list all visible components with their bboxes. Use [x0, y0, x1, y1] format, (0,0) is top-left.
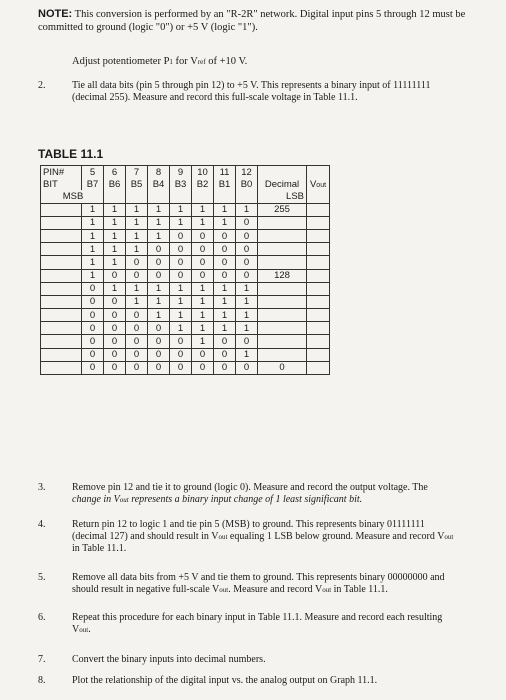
table-row	[41, 309, 330, 322]
bit-cell: 0	[126, 322, 148, 335]
bit-cell: 1	[104, 256, 126, 269]
bit-cell: 1	[236, 309, 258, 322]
table-row	[41, 348, 330, 361]
bit-cell: 0	[148, 322, 170, 335]
bit-cell: 1	[192, 203, 214, 216]
bit-cell: 0	[192, 348, 214, 361]
bit-cell: 1	[126, 282, 148, 295]
blank-header-cell	[170, 190, 192, 203]
adjust-text-pre: Adjust potentiometer P	[72, 56, 170, 67]
row-spacer-cell	[41, 256, 82, 269]
decimal-cell	[258, 348, 307, 361]
bit-cell: 1	[192, 335, 214, 348]
note-text: This conversion is performed by an "R-2R" network. Digital input pins 5 through 12 must be committed to ground (logic "0") or +5 V (logic "1").	[38, 9, 466, 33]
bit-cell: 1	[170, 322, 192, 335]
bit-cell: 0	[214, 269, 236, 282]
blank-header-cell	[214, 190, 236, 203]
table-row	[41, 282, 330, 295]
step-5	[38, 572, 498, 600]
step-6	[38, 612, 498, 640]
step-3-number: 3.	[38, 482, 46, 493]
vout-cell	[307, 295, 330, 308]
bit-cell: 0	[170, 348, 192, 361]
note-label: NOTE:	[38, 8, 73, 20]
bit-cell: 1	[126, 203, 148, 216]
step-7-number: 7.	[38, 654, 46, 665]
pin-header: 11	[214, 166, 236, 179]
blank-header-cell	[148, 190, 170, 203]
bit-cell: 0	[148, 243, 170, 256]
bit-cell: 0	[82, 348, 104, 361]
bit-cell: 0	[170, 361, 192, 374]
decimal-cell	[258, 229, 307, 242]
bit-cell: 1	[236, 203, 258, 216]
decimal-header: Decimal	[258, 166, 307, 204]
bit-cell: 0	[236, 361, 258, 374]
bit-cell: 0	[104, 309, 126, 322]
bit-cell: 1	[126, 216, 148, 229]
bit-cell: 1	[104, 229, 126, 242]
bit-cell: 0	[236, 256, 258, 269]
table-body	[41, 203, 330, 374]
step-8	[38, 675, 498, 689]
pin-header: 6	[104, 166, 126, 179]
bit-cell: 1	[214, 322, 236, 335]
step-6-line1: Repeat this procedure for each binary input in Table 11.1. Measure and record each resulting	[72, 612, 443, 623]
adjust-p-sub: 1	[169, 58, 173, 66]
bit-header: B0	[236, 178, 258, 190]
bit-cell: 1	[82, 269, 104, 282]
bit-cell: 1	[104, 216, 126, 229]
bit-cell: 1	[104, 203, 126, 216]
decimal-cell	[258, 309, 307, 322]
bit-cell: 0	[236, 269, 258, 282]
bit-cell: 1	[148, 309, 170, 322]
table-row	[41, 295, 330, 308]
bit-cell: 0	[126, 309, 148, 322]
decimal-cell	[258, 322, 307, 335]
adjust-text-mid: for V	[172, 56, 198, 67]
bit-cell: 0	[82, 361, 104, 374]
bit-cell: 1	[170, 295, 192, 308]
step-4-line2-pre: (decimal 127) and should result in V	[72, 531, 219, 542]
step-6-line2-pre: V	[72, 624, 80, 635]
blank-header-cell	[126, 190, 148, 203]
step-4-line1: Return pin 12 to logic 1 and tie pin 5 (MSB) to ground. This represents binary 01111111	[72, 519, 425, 530]
row-spacer-cell	[41, 229, 82, 242]
bit-cell: 0	[236, 216, 258, 229]
blank-header-cell	[104, 190, 126, 203]
bit-cell: 1	[236, 322, 258, 335]
bit-cell: 0	[148, 348, 170, 361]
bit-cell: 1	[170, 282, 192, 295]
pin-header: 5	[82, 166, 104, 179]
bit-cell: 0	[126, 335, 148, 348]
decimal-cell	[258, 256, 307, 269]
table-row	[41, 335, 330, 348]
step-6-sub: out	[79, 626, 89, 634]
step-3-line2-post: represents a binary input change of 1 least significant bit.	[128, 494, 363, 505]
decimal-cell	[258, 282, 307, 295]
step-4-sub2: out	[444, 533, 454, 541]
bit-cell: 1	[236, 295, 258, 308]
step-3	[38, 482, 498, 510]
step-6-text	[72, 612, 442, 636]
bit-cell: 1	[82, 243, 104, 256]
bit-cell: 0	[192, 269, 214, 282]
decimal-cell	[258, 335, 307, 348]
table-row	[41, 243, 330, 256]
bit-cell: 0	[104, 335, 126, 348]
bit-cell: 1	[82, 229, 104, 242]
step-4-text	[72, 519, 453, 555]
bit-cell: 0	[236, 229, 258, 242]
bit-cell: 0	[214, 335, 236, 348]
step-5-number: 5.	[38, 572, 46, 583]
bit-header: B3	[170, 178, 192, 190]
bit-cell: 0	[104, 348, 126, 361]
row-spacer-cell	[41, 322, 82, 335]
vout-cell	[307, 269, 330, 282]
bit-cell: 1	[126, 295, 148, 308]
pin-label: PIN#	[41, 166, 82, 179]
pin-header: 9	[170, 166, 192, 179]
bit-cell: 1	[82, 256, 104, 269]
bit-cell: 1	[214, 216, 236, 229]
bit-cell: 0	[82, 282, 104, 295]
step-2	[38, 80, 498, 110]
bit-cell: 1	[214, 282, 236, 295]
bit-cell: 0	[82, 335, 104, 348]
vout-header-sub: out	[316, 181, 327, 189]
bit-cell: 1	[104, 243, 126, 256]
bit-header: B4	[148, 178, 170, 190]
vout-cell	[307, 348, 330, 361]
bit-cell: 0	[170, 269, 192, 282]
row-spacer-cell	[41, 282, 82, 295]
vout-header	[307, 166, 330, 204]
step-5-sub: out	[219, 586, 229, 594]
bit-cell: 0	[82, 309, 104, 322]
bit-cell: 0	[214, 256, 236, 269]
bit-cell: 0	[82, 322, 104, 335]
table-row	[41, 203, 330, 216]
bit-cell: 0	[192, 256, 214, 269]
table-row	[41, 322, 330, 335]
bit-header: B1	[214, 178, 236, 190]
bit-cell: 1	[148, 216, 170, 229]
bit-cell: 0	[214, 229, 236, 242]
table-row	[41, 229, 330, 242]
step-6-number: 6.	[38, 612, 46, 623]
bit-cell: 0	[148, 269, 170, 282]
bit-cell: 0	[170, 229, 192, 242]
bit-cell: 0	[192, 361, 214, 374]
row-spacer-cell	[41, 348, 82, 361]
bit-cell: 1	[214, 309, 236, 322]
bit-cell: 0	[214, 361, 236, 374]
step-3-line1: Remove pin 12 and tie it to ground (logic 0). Measure and record the output voltage. The	[72, 482, 428, 493]
vout-cell	[307, 229, 330, 242]
step-2-number: 2.	[38, 80, 46, 91]
step-5-line2-pre: should result in negative full-scale V	[72, 584, 220, 595]
vout-cell	[307, 282, 330, 295]
decimal-cell: 128	[258, 269, 307, 282]
step-4-line2-mid: equaling 1 LSB below ground. Measure and record V	[227, 531, 445, 542]
bit-cell: 1	[104, 282, 126, 295]
bit-cell: 0	[148, 335, 170, 348]
step-3-text	[72, 482, 428, 506]
step-5-line2-end: in Table 11.1.	[331, 584, 388, 595]
bit-cell: 1	[192, 282, 214, 295]
step-4-line3: in Table 11.1.	[72, 543, 127, 554]
bit-cell: 1	[148, 229, 170, 242]
table-header-msb-lsb	[41, 190, 330, 203]
vout-cell	[307, 335, 330, 348]
step-6-line2-post: .	[88, 624, 91, 635]
bit-cell: 1	[192, 295, 214, 308]
bit-cell: 0	[104, 361, 126, 374]
bit-cell: 0	[126, 361, 148, 374]
bit-cell: 1	[170, 309, 192, 322]
row-spacer-cell	[41, 309, 82, 322]
table-row	[41, 216, 330, 229]
step-7-text: Convert the binary inputs into decimal numbers.	[72, 654, 266, 665]
step-8-text: Plot the relationship of the digital input vs. the analog output on Graph 11.1.	[72, 675, 378, 686]
step-7	[38, 654, 498, 668]
bit-cell: 1	[82, 203, 104, 216]
bit-cell: 0	[82, 295, 104, 308]
step-2-text	[72, 80, 430, 104]
bit-cell: 0	[214, 348, 236, 361]
bit-cell: 0	[236, 243, 258, 256]
step-5-line1: Remove all data bits from +5 V and tie them to ground. This represents binary 00000000 and	[72, 572, 445, 583]
bit-cell: 0	[104, 295, 126, 308]
vout-cell	[307, 309, 330, 322]
vout-cell	[307, 361, 330, 374]
step-8-number: 8.	[38, 675, 46, 686]
step-4	[38, 519, 498, 559]
bit-cell: 0	[214, 243, 236, 256]
table-header-pins	[41, 166, 330, 179]
vout-header-v: V	[309, 178, 317, 190]
decimal-cell: 0	[258, 361, 307, 374]
step-5-sub2: out	[322, 586, 332, 594]
table-11-1	[40, 165, 330, 375]
bit-header: B6	[104, 178, 126, 190]
bit-label: BIT	[41, 178, 82, 190]
row-spacer-cell	[41, 243, 82, 256]
bit-cell: 0	[126, 348, 148, 361]
pin-header: 8	[148, 166, 170, 179]
adjust-v-sub: ref	[197, 58, 206, 66]
msb-label: MSB	[41, 190, 104, 203]
decimal-cell	[258, 243, 307, 256]
decimal-cell: 255	[258, 203, 307, 216]
bit-cell: 1	[148, 295, 170, 308]
step-5-line2-post: . Measure and record V	[228, 584, 323, 595]
bit-cell: 0	[192, 243, 214, 256]
bit-cell: 1	[82, 216, 104, 229]
blank-header-cell	[192, 190, 214, 203]
bit-cell: 1	[148, 282, 170, 295]
bit-cell: 0	[148, 256, 170, 269]
table-row	[41, 256, 330, 269]
row-spacer-cell	[41, 269, 82, 282]
step-5-text	[72, 572, 445, 596]
bit-cell: 1	[126, 229, 148, 242]
bit-header: B7	[82, 178, 104, 190]
step-2-line1: Tie all data bits (pin 5 through pin 12) to +5 V. This represents a binary input of 11111111	[72, 80, 431, 91]
note-paragraph	[38, 8, 498, 34]
decimal-cell	[258, 216, 307, 229]
bit-cell: 1	[192, 322, 214, 335]
pin-header: 10	[192, 166, 214, 179]
bit-cell: 1	[126, 243, 148, 256]
table-row	[41, 269, 330, 282]
bit-cell: 1	[170, 203, 192, 216]
pin-header: 12	[236, 166, 258, 179]
bit-cell: 0	[170, 256, 192, 269]
bit-cell: 1	[214, 295, 236, 308]
bit-cell: 0	[148, 361, 170, 374]
bit-cell: 1	[170, 216, 192, 229]
vout-cell	[307, 203, 330, 216]
row-spacer-cell	[41, 295, 82, 308]
vout-cell	[307, 243, 330, 256]
step-3-sub: out	[119, 496, 129, 504]
lsb-label: LSB	[236, 190, 307, 203]
bit-cell: 0	[126, 256, 148, 269]
row-spacer-cell	[41, 203, 82, 216]
table-row	[41, 361, 330, 374]
bit-cell: 0	[104, 269, 126, 282]
bit-cell: 0	[170, 335, 192, 348]
bit-cell: 0	[192, 229, 214, 242]
bit-cell: 1	[148, 203, 170, 216]
bit-cell: 0	[126, 269, 148, 282]
step-4-sub: out	[218, 533, 228, 541]
bit-cell: 1	[236, 282, 258, 295]
bit-cell: 1	[236, 348, 258, 361]
row-spacer-cell	[41, 216, 82, 229]
step-4-number: 4.	[38, 519, 46, 530]
pin-header: 7	[126, 166, 148, 179]
bit-header: B5	[126, 178, 148, 190]
bit-cell: 1	[192, 309, 214, 322]
bit-cell: 0	[236, 335, 258, 348]
step-3-line2-pre: change in V	[72, 494, 120, 505]
vout-cell	[307, 256, 330, 269]
table-title: TABLE 11.1	[38, 147, 104, 161]
row-spacer-cell	[41, 335, 82, 348]
bit-cell: 0	[104, 322, 126, 335]
bit-cell: 1	[192, 216, 214, 229]
vout-cell	[307, 322, 330, 335]
bit-header: B2	[192, 178, 214, 190]
adjust-instruction	[72, 56, 247, 67]
bit-cell: 1	[214, 203, 236, 216]
step-2-line2: (decimal 255). Measure and record this full-scale voltage in Table 11.1.	[72, 92, 358, 103]
row-spacer-cell	[41, 361, 82, 374]
bit-cell: 0	[170, 243, 192, 256]
adjust-text-post: of +10 V.	[205, 56, 248, 67]
decimal-cell	[258, 295, 307, 308]
vout-cell	[307, 216, 330, 229]
